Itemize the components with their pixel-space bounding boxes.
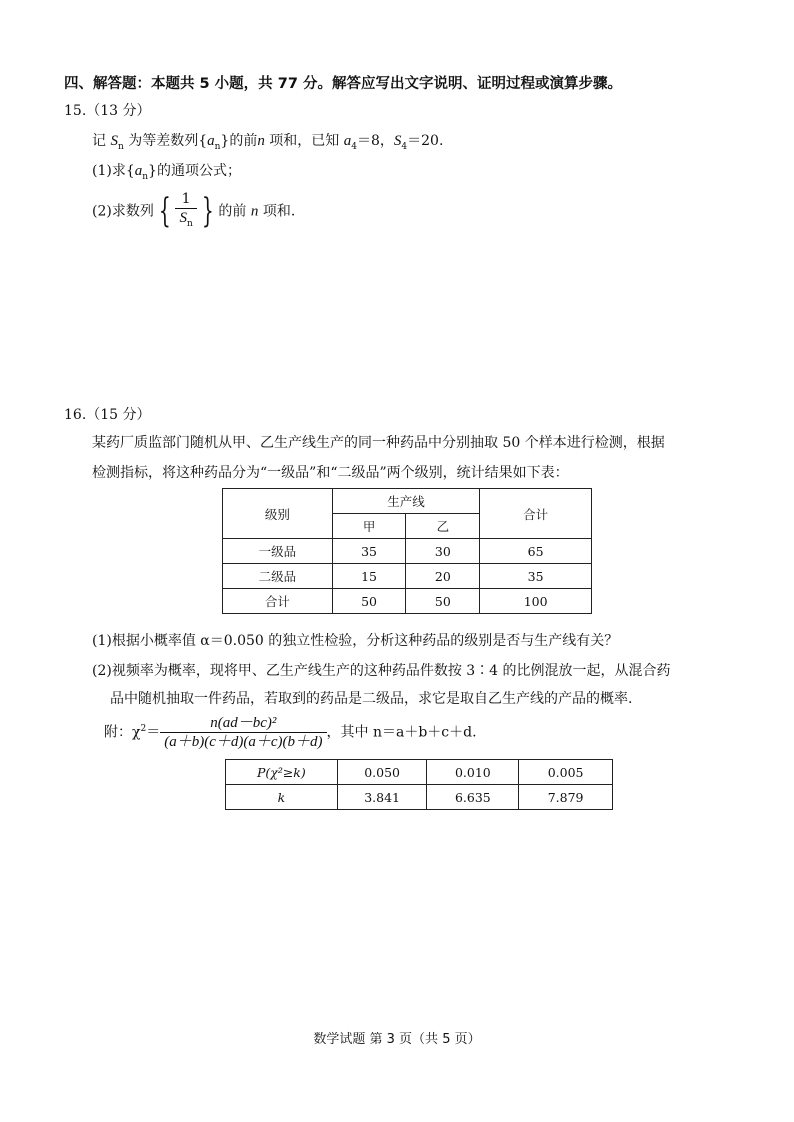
header-production-line: 生产线 <box>332 489 480 514</box>
production-line-table <box>222 488 592 614</box>
header-yi: 乙 <box>406 514 480 539</box>
table-row: k 3.841 6.635 7.879 <box>226 785 613 810</box>
header-jia: 甲 <box>332 514 406 539</box>
page-footer: 数学试题 第 3 页（共 5 页） <box>313 1032 481 1047</box>
question-15-number: 15.（13 分） <box>64 103 151 119</box>
header-level: 级别 <box>223 489 333 539</box>
section-title: 四、解答题：本题共 5 小题，共 77 分。解答应写出文字说明、证明过程或演算步骤。 <box>64 76 622 92</box>
question-16-part-2-line-1: (2)视频率为概率，现将甲、乙生产线生产的这种药品件数按 3∶4 的比例混放一起，从混合药 <box>92 663 671 679</box>
chi-square-formula: 附：$\chi^2=$ $\frac{\text{n(ad－bc)²}}{(a+b)(c+d)(a+c)(b+d)}$ ，其中 n＝a＋b＋c＋d. <box>104 715 477 750</box>
table-row: 一级品 35 30 65 <box>223 539 592 564</box>
question-16-part-2-line-2: 品中随机抽取一件药品，若取到的药品是二级品，求它是取自乙生产线的产品的概率. <box>110 691 633 707</box>
table-row: 二级品 15 20 35 <box>223 564 592 589</box>
question-16-part-1: (1)根据小概率值 α＝0.050 的独立性检验，分析这种药品的级别是否与生产线有关？ <box>92 633 619 649</box>
fraction-1-over-sn: $\frac{1}{S_n}$ <box>175 190 196 233</box>
question-15-stem: 记 $S_n$ 为等差数列$\{a_n\}$的前n 项和，已知 $a_4=8$，$S_4=20$. <box>92 133 444 152</box>
question-16-number: 16.（15 分） <box>64 407 151 423</box>
header-total: 合计 <box>480 489 592 539</box>
question-16-stem-line-2: 检测指标，将这种药品分为“一级品”和“二级品”两个级别，统计结果如下表： <box>92 465 569 481</box>
table-row: P(χ²≥k) 0.050 0.010 0.005 <box>226 760 613 785</box>
question-15-part-2: (2)求数列 { $\frac{1}{S_n}$ } 的前 n 项和. <box>92 191 296 232</box>
table-row: 合计 50 50 100 <box>223 589 592 614</box>
question-16-stem-line-1: 某药厂质监部门随机从甲、乙生产线生产的同一种药品中分别抽取 50 个样本进行检测，根据 <box>92 435 665 451</box>
question-15-part-1: (1)求$\{a_n\}$的通项公式； <box>92 163 241 182</box>
critical-value-table <box>225 759 613 810</box>
